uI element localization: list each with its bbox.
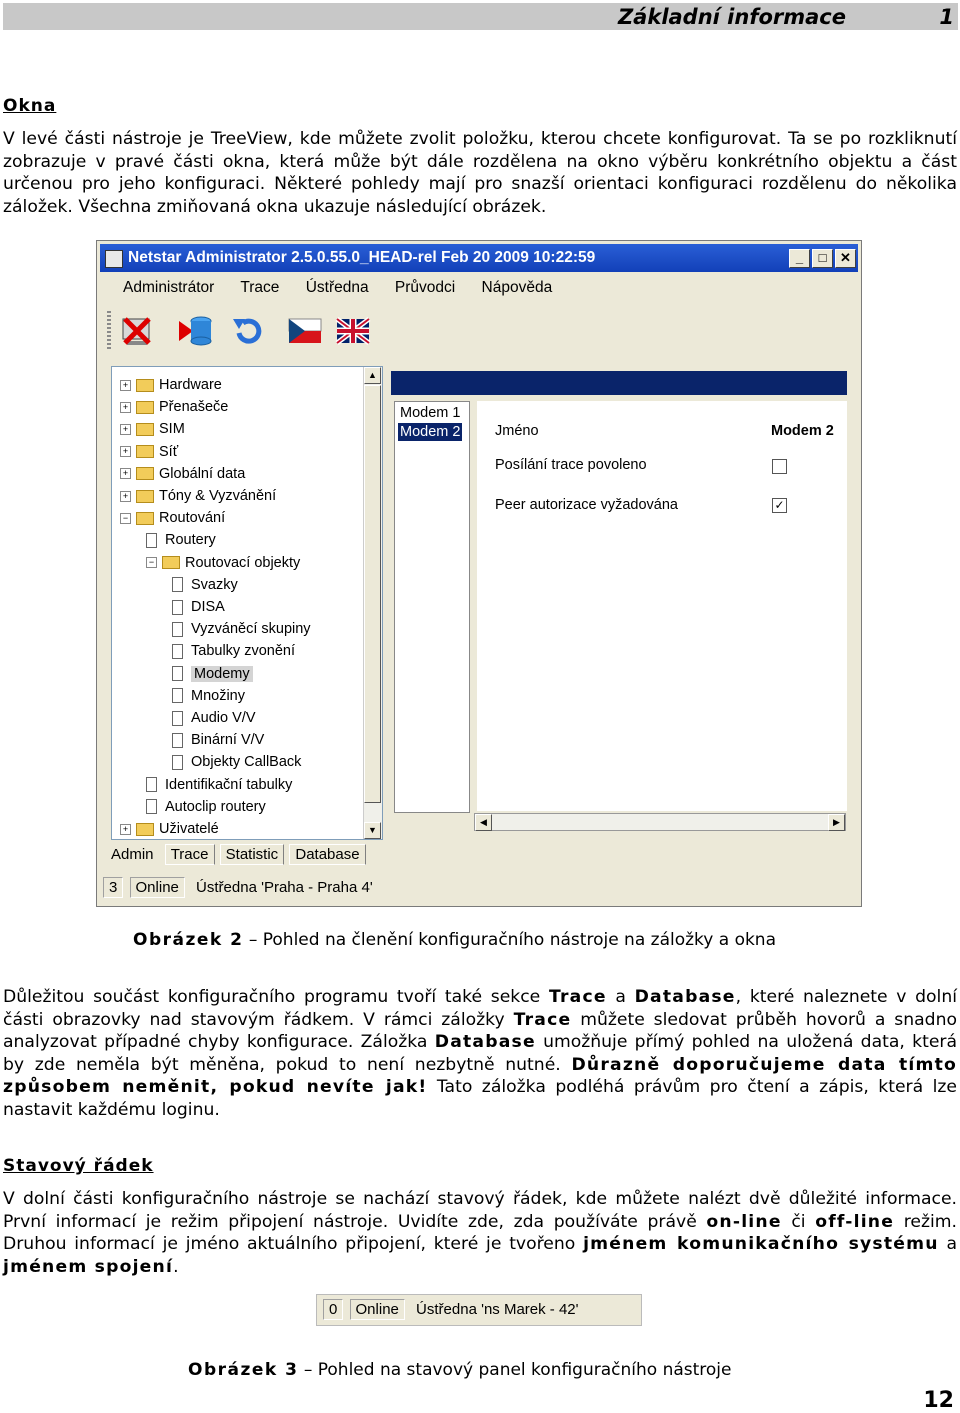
fig3-status-mode: Online: [350, 1299, 405, 1320]
document-icon: [172, 688, 183, 703]
tree-view[interactable]: [111, 366, 383, 840]
menu-item-pruvodci[interactable]: Průvodci: [394, 279, 456, 296]
tree-item-label: Autoclip routery: [165, 798, 266, 815]
folder-icon: [136, 467, 154, 480]
figure2-caption: [133, 930, 776, 950]
document-icon: [146, 799, 157, 814]
folder-icon: [136, 490, 154, 503]
tree-item-label: Objekty CallBack: [191, 754, 302, 771]
para2-text-2: a: [606, 987, 635, 1007]
peer-checkbox[interactable]: ✓: [772, 498, 787, 513]
collapse-icon[interactable]: −: [120, 513, 131, 524]
folder-icon: [136, 823, 154, 836]
stavovy-text-1: V dolní části konfiguračního nástroje se nachází stavový řádek, kde můžete nalézt dvě důležité informace. První informací je režim připojení nástroje. Uvidíte zde, zda používáte právě: [3, 1189, 957, 1232]
close-button[interactable]: ✕: [835, 249, 856, 268]
tree-item[interactable]: [146, 532, 216, 552]
figure2-caption-dash: –: [248, 930, 258, 950]
tree-item-label: DISA: [191, 599, 225, 616]
para2-bold-trace: Trace: [548, 987, 607, 1007]
para2-bold-database-2: Database: [434, 1032, 536, 1053]
tree-item-label: Hardware: [159, 377, 222, 394]
page-header: [3, 3, 958, 30]
figure3-caption-label: Obrázek 3: [188, 1360, 299, 1380]
para2-text-3: , které naleznete v dolní části obrazovky nad stavovým řádkem. V rámci záložky: [3, 987, 957, 1030]
header-title: Základní informace: [617, 5, 846, 29]
folder-icon: [136, 445, 154, 458]
scroll-down-icon[interactable]: ▼: [364, 822, 381, 839]
properties-panel: [477, 401, 847, 811]
tree-item-label: Tabulky zvonění: [191, 643, 295, 660]
fig3-status-connection: Ústředna 'ns Marek - 42': [416, 1301, 579, 1318]
folder-icon: [162, 556, 180, 569]
tree-item-label: Routování: [159, 510, 226, 527]
status-connection: Ústředna 'Praha - Praha 4': [196, 879, 373, 896]
refresh-icon[interactable]: [229, 313, 265, 349]
prop-name-label: Jméno: [495, 423, 539, 439]
tree-item[interactable]: [120, 421, 185, 441]
toolbar-grip: [107, 311, 111, 349]
figure3-caption-text: Pohled na stavový panel konfiguračního nástroje: [317, 1360, 732, 1380]
uk-flag-icon[interactable]: [335, 313, 371, 349]
tree-item[interactable]: [120, 377, 222, 397]
stavovy-bold-system: jménem komunikačního systému: [583, 1234, 939, 1255]
tree-item[interactable]: [172, 710, 256, 730]
tree-item[interactable]: [172, 732, 264, 752]
folder-icon: [136, 401, 154, 414]
document-icon: [172, 666, 183, 681]
tree-item-label: Přenašeče: [159, 399, 229, 416]
menu-item-trace[interactable]: Trace: [240, 279, 280, 296]
tree-item-label: Globální data: [159, 465, 246, 482]
para2-bold-trace-2: Trace: [513, 1009, 572, 1030]
document-icon: [146, 777, 157, 792]
page-number: 12: [923, 1388, 954, 1413]
tree-item-label: Routovací objekty: [185, 554, 301, 571]
trace-checkbox[interactable]: [772, 459, 787, 474]
disconnect-icon[interactable]: [119, 313, 155, 349]
stavovy-bold-online: on-line: [706, 1211, 782, 1232]
app-icon: [105, 250, 123, 268]
minimize-button[interactable]: _: [789, 249, 810, 268]
para2-bold-database: Database: [634, 987, 736, 1007]
folder-icon: [136, 379, 154, 392]
tab-database[interactable]: Database: [289, 844, 365, 865]
status-panel-screenshot: [316, 1294, 642, 1326]
para2-text-6: Tato záložka podléhá právům pro čtení a zápis, která lze nastavit každému loginu.: [3, 1077, 957, 1120]
para2-text-1: Důležitou součást konfiguračního programu tvoří také sekce: [3, 987, 549, 1007]
document-icon: [172, 644, 183, 659]
document-icon: [172, 577, 183, 592]
tree-item[interactable]: [172, 621, 311, 641]
okna-paragraph: V levé části nástroje je TreeView, kde můžete zvolit položku, kterou chcete konfigurovat. Ta se po rozkliknutí zobrazuje v pravé části okna, která může být dále rozdělena na okno výběru konkrétního objektu a část určenou pro jeho konfiguraci. Některé pohledy mají pro snazší orientaci konfiguraci rozdělenu do několika záložek. Všechna zmiňovaná okna ukazuje následující obrázek.: [3, 129, 957, 217]
figure3-caption: [188, 1360, 732, 1380]
para2-text-5: umožňuje přímý pohled na uložená data, která by zde neměla být měněna, pokud to není nezbytně nutné.: [3, 1032, 957, 1075]
tree-item[interactable]: [120, 510, 225, 530]
tree-item-label: Síť: [159, 443, 179, 460]
expand-icon[interactable]: +: [120, 380, 131, 391]
maximize-button[interactable]: □: [812, 249, 833, 268]
tree-scrollbar[interactable]: [363, 367, 382, 839]
tree-item[interactable]: [172, 666, 253, 686]
tree-item[interactable]: [120, 488, 276, 508]
tree-item[interactable]: [120, 444, 178, 464]
document-icon: [146, 533, 157, 548]
figure3-caption-dash: –: [303, 1360, 313, 1380]
tree-item-label: Routery: [165, 532, 216, 549]
stavovy-text-5: .: [173, 1256, 179, 1277]
menu-item-ustredna[interactable]: Ústředna: [305, 279, 369, 296]
document-icon: [172, 711, 183, 726]
stavovy-bold-offline: off-line: [815, 1211, 895, 1232]
tab-admin[interactable]: Admin: [111, 846, 154, 863]
menu-item-administrator[interactable]: Administrátor: [123, 279, 215, 296]
tree-item[interactable]: [146, 555, 300, 575]
tree-item-label: Identifikační tabulky: [165, 776, 293, 793]
tree-item-label: Svazky: [191, 576, 238, 593]
tree-item[interactable]: [172, 643, 295, 663]
menu-item-napoveda[interactable]: Nápověda: [481, 279, 553, 296]
stavovy-text-2: či: [781, 1211, 816, 1232]
tree-item[interactable]: [172, 577, 238, 597]
window-titlebar: [100, 244, 858, 272]
document-icon: [172, 600, 183, 615]
prop-trace-label: Posílání trace povoleno: [495, 457, 647, 473]
window-title: Netstar Administrator 2.5.0.55.0_HEAD-rel Feb 20 2009 10:22:59: [128, 249, 596, 266]
stavovy-text-4: a: [938, 1234, 958, 1255]
figure2-caption-text: Pohled na členění konfiguračního nástroje na záložky a okna: [262, 930, 777, 950]
database-icon[interactable]: [177, 313, 213, 349]
tree-item[interactable]: [172, 754, 301, 774]
tree-item[interactable]: [120, 466, 245, 486]
trace-database-paragraph: [3, 986, 957, 1122]
expand-icon[interactable]: +: [120, 402, 131, 413]
prop-peer-label: Peer autorizace vyžadována: [495, 497, 678, 513]
tree-item[interactable]: [146, 799, 266, 819]
tree-item-label: Tóny & Vyzvánění: [159, 488, 277, 505]
tree-item-label: Audio V/V: [191, 710, 256, 727]
horizontal-scrollbar[interactable]: [474, 813, 846, 831]
menu-bar: [123, 279, 574, 297]
scroll-up-icon[interactable]: ▲: [364, 367, 381, 384]
expand-icon[interactable]: +: [120, 446, 131, 457]
scroll-right-icon[interactable]: ▶: [828, 814, 845, 831]
figure2-caption-label: Obrázek 2: [133, 930, 244, 950]
stavovy-text-3: režim. Druhou informací je jméno aktuálního připojení, které je tvořeno: [3, 1211, 958, 1255]
tree-item-label: Binární V/V: [191, 732, 265, 749]
section-heading-stavovy-radek: Stavový řádek: [3, 1156, 154, 1176]
expand-icon[interactable]: +: [120, 424, 131, 435]
status-mode: Online: [130, 877, 185, 898]
section-heading-okna: Okna: [3, 96, 57, 116]
czech-flag-icon[interactable]: [287, 313, 323, 349]
list-item[interactable]: Modem 1: [400, 405, 461, 421]
tree-item[interactable]: [120, 821, 219, 841]
prop-name-value: Modem 2: [771, 423, 834, 439]
app-window-screenshot: [96, 240, 862, 907]
right-panel-header: [391, 371, 847, 395]
folder-icon: [136, 512, 154, 525]
tree-item-label: Vyzváněcí skupiny: [191, 621, 311, 638]
fig3-status-count: 0: [323, 1299, 343, 1320]
scroll-left-icon[interactable]: ◀: [475, 814, 492, 831]
tree-item[interactable]: [172, 688, 245, 708]
para2-warning: Důrazně doporučujeme data tímto způsobem neměnit, pokud nevíte jak!: [3, 1054, 957, 1098]
tab-statistic[interactable]: Statistic: [220, 844, 285, 865]
expand-icon[interactable]: +: [120, 824, 131, 835]
tree-item-label: Modemy: [191, 666, 253, 682]
bottom-tabs: [105, 844, 367, 865]
tree-item-label: Uživatelé: [159, 821, 219, 838]
document-icon: [172, 733, 183, 748]
stavovy-bold-connection: jménem spojení: [3, 1256, 174, 1277]
status-bar: [103, 877, 380, 901]
document-icon: [172, 622, 183, 637]
tree-item-label: SIM: [159, 421, 185, 438]
expand-icon[interactable]: +: [120, 491, 131, 502]
tree-item[interactable]: [172, 599, 225, 619]
tab-trace[interactable]: Trace: [165, 844, 215, 865]
folder-icon: [136, 423, 154, 436]
collapse-icon[interactable]: −: [146, 557, 157, 568]
tree-item[interactable]: [146, 777, 292, 797]
tree-item[interactable]: [120, 399, 228, 419]
expand-icon[interactable]: +: [120, 468, 131, 479]
para2-text-4: můžete sledovat průběh hovorů a snadno analyzovat případné chyby konfigurace. Záložka: [3, 1009, 957, 1053]
status-count: 3: [103, 877, 123, 898]
tree-item-label: Množiny: [191, 687, 245, 704]
scroll-thumb[interactable]: [364, 385, 381, 803]
list-item[interactable]: Modem 2: [400, 424, 461, 440]
object-list[interactable]: [394, 401, 470, 813]
document-icon: [172, 755, 183, 770]
status-row-paragraph: [3, 1188, 957, 1278]
header-number: 1: [939, 5, 954, 29]
